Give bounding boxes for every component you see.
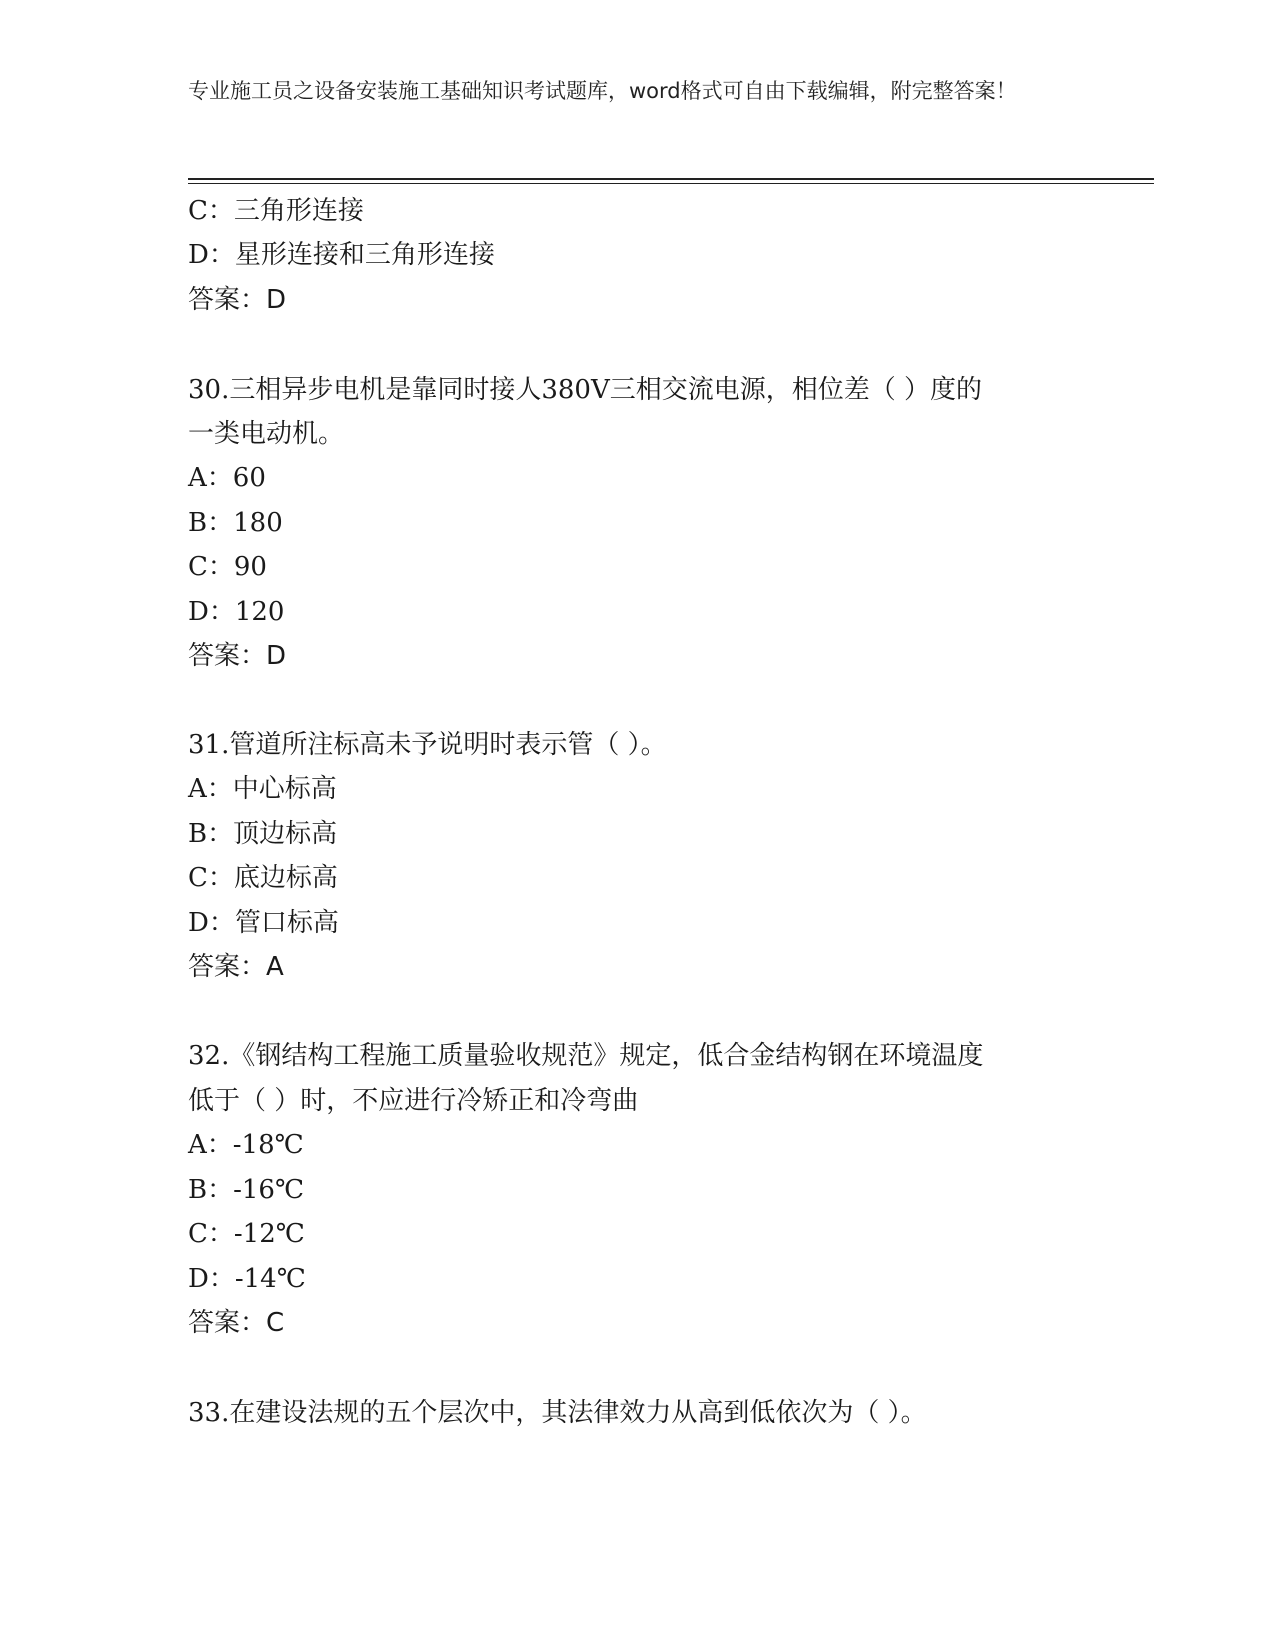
- q32-answer: 答案：C: [188, 1308, 285, 1338]
- q29-answer: 答案：D: [188, 285, 287, 315]
- q32-stem-line-2: 低于（ ）时，不应进行冷矫正和冷弯曲: [188, 1086, 639, 1116]
- q31-option-a: A：中心标高: [188, 774, 337, 804]
- header-divider-thick: [188, 178, 1154, 180]
- header-divider-thin: [188, 183, 1154, 184]
- q32-option-b: B：-16℃: [188, 1175, 305, 1205]
- q30-option-b: B：180: [188, 508, 283, 538]
- page-header: 专业施工员之设备安装施工基础知识考试题库，word格式可自由下载编辑，附完整答案！: [188, 79, 1017, 103]
- q33-stem-line-1: 33.在建设法规的五个层次中，其法律效力从高到低依次为（ ）。: [188, 1398, 927, 1428]
- q30-answer: 答案：D: [188, 641, 287, 671]
- q31-option-d: D：管口标高: [188, 908, 339, 938]
- q30-option-c: C：90: [188, 552, 267, 582]
- q29-option-d: D：星形连接和三角形连接: [188, 240, 495, 270]
- q29-option-c: C：三角形连接: [188, 196, 364, 226]
- q30-option-d: D：120: [188, 597, 285, 627]
- q31-option-c: C：底边标高: [188, 863, 338, 893]
- q30-option-a: A：60: [188, 463, 266, 493]
- q31-stem-line-1: 31.管道所注标高未予说明时表示管（ ）。: [188, 730, 667, 760]
- q32-option-a: A：-18℃: [188, 1130, 304, 1160]
- q32-option-c: C：-12℃: [188, 1219, 305, 1249]
- q30-stem-line-1: 30.三相异步电机是靠同时接人380V三相交流电源，相位差（ ）度的: [188, 375, 983, 405]
- q32-stem-line-1: 32.《钢结构工程施工质量验收规范》规定，低合金结构钢在环境温度: [188, 1041, 984, 1071]
- q31-option-b: B：顶边标高: [188, 819, 338, 849]
- q31-answer: 答案：A: [188, 952, 284, 982]
- q32-option-d: D：-14℃: [188, 1264, 306, 1294]
- q30-stem-line-2: 一类电动机。: [188, 419, 345, 449]
